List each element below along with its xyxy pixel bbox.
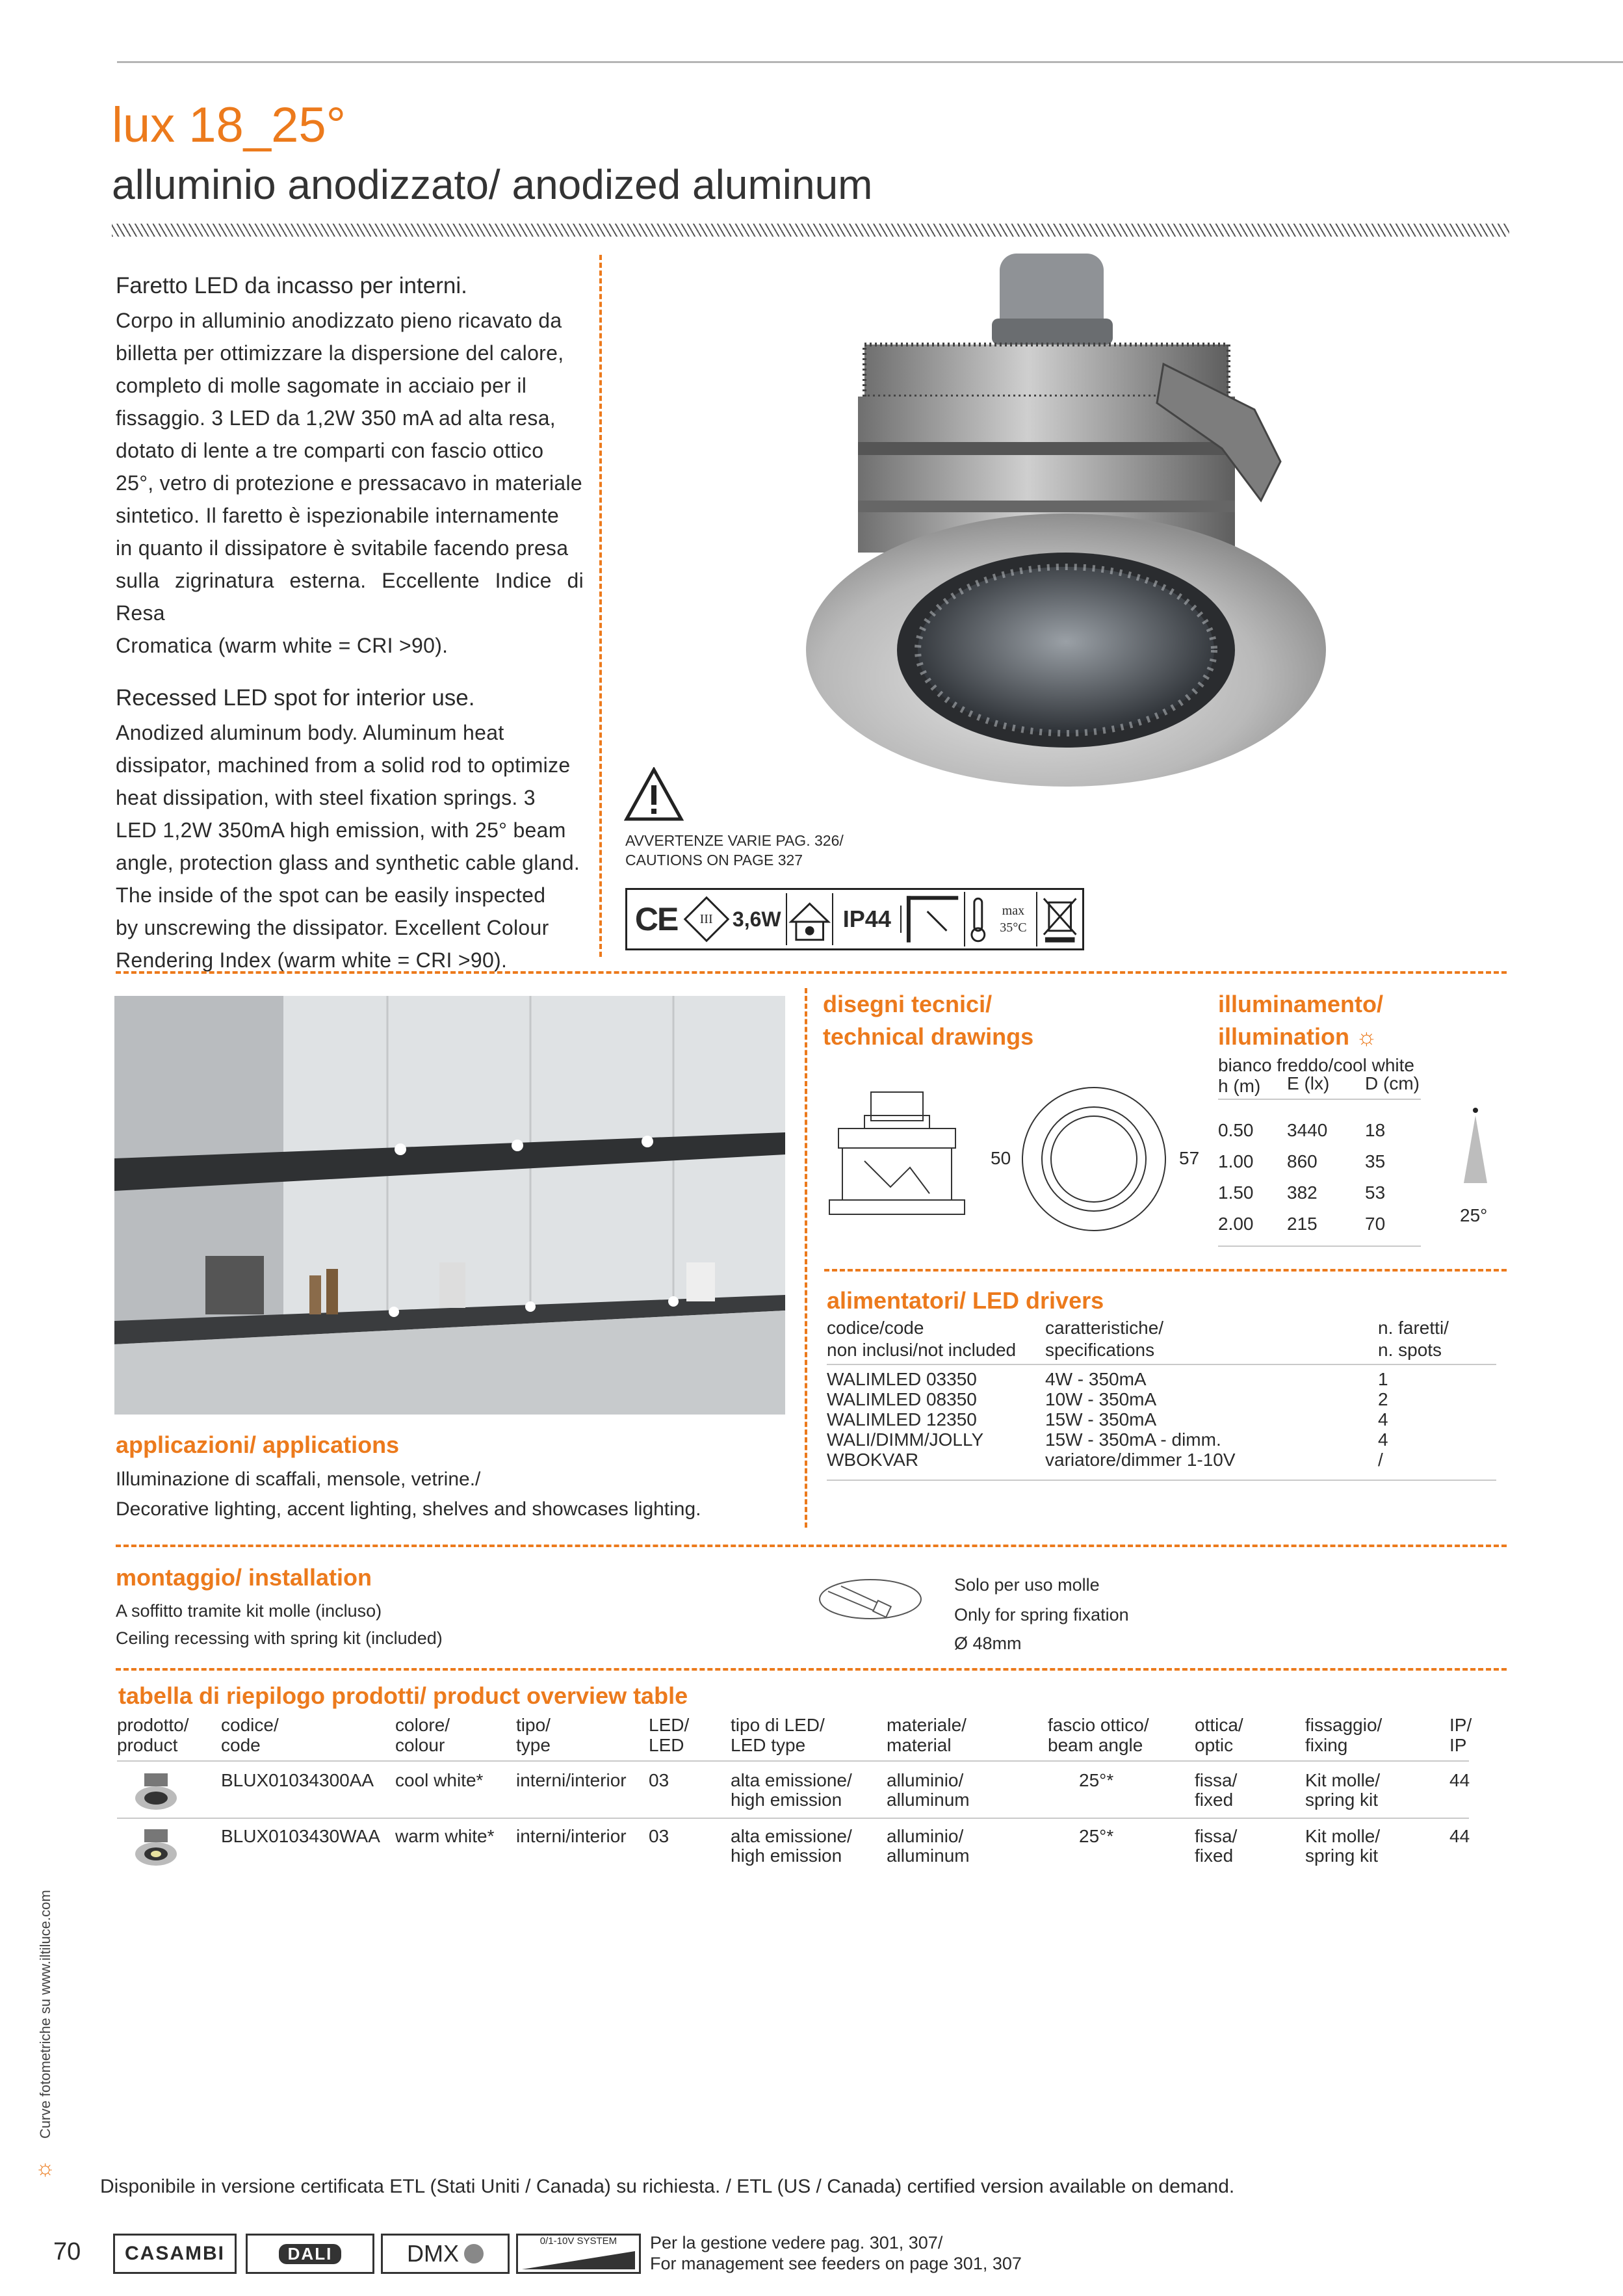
logo-casambi-text: CASAMBI: [125, 2243, 225, 2264]
drivers-col-code-b: non inclusi/not included: [827, 1340, 1017, 1360]
ip44-label: IP44: [833, 906, 902, 933]
illumination-d: 53: [1365, 1182, 1386, 1203]
top-rule: [117, 61, 1623, 63]
driver-row: [827, 1369, 1496, 1389]
overview-optic-b: fixed: [1195, 1790, 1234, 1810]
overview-row-rule: [117, 1818, 1469, 1819]
overview-col-label: materiale/: [887, 1715, 967, 1735]
description-en-body: [116, 716, 584, 976]
desc-en-line: LED 1,2W 350mA high emission, with 25° beam: [116, 818, 566, 842]
illumination-e: 860: [1287, 1151, 1318, 1171]
overview-col-label: fissaggio/: [1305, 1715, 1383, 1735]
illumination-col-d: D (cm): [1365, 1073, 1420, 1093]
desc-en-line: dissipator, machined from a solid rod to optimize: [116, 753, 571, 777]
max-label: max: [1002, 904, 1025, 918]
overview-fixing-b: spring kit: [1305, 1790, 1379, 1810]
drivers-col-count-b: n. spots: [1378, 1340, 1442, 1360]
overview-material-b: alluminum: [887, 1790, 970, 1810]
drivers-col-spec-b: specifications: [1045, 1340, 1155, 1360]
overview-fixing: [1305, 1771, 1380, 1810]
description-it-body: [116, 304, 584, 662]
product-title: lux 18_25°: [112, 98, 346, 153]
logo-dali-text: DALI: [279, 2244, 342, 2264]
driver-row: [827, 1409, 1496, 1429]
technical-heading-it: disegni tecnici/: [823, 991, 993, 1017]
technical-drawing-front: [1019, 1084, 1169, 1234]
driver-count: 4: [1378, 1409, 1388, 1429]
hatched-rule: [112, 224, 1509, 237]
desc-it-line: 25°, vetro di protezione e pressacavo in materiale: [116, 471, 582, 495]
directional-light-icon: [902, 892, 965, 946]
overview-optic: [1195, 1827, 1237, 1866]
cautions-line1: AVVERTENZE VARIE PAG. 326/: [625, 832, 844, 849]
driver-row: [827, 1450, 1496, 1470]
overview-fixing: [1305, 1827, 1380, 1866]
overview-material: [887, 1827, 970, 1866]
product-photo: [760, 254, 1384, 787]
driver-row: [827, 1429, 1496, 1450]
side-note-text: Curve fotometriche su www.iltiluce.com: [37, 1890, 53, 2139]
illumination-e: 215: [1287, 1214, 1318, 1234]
overview-led-type-a: alta emissione/: [731, 1826, 852, 1846]
overview-heading: tabella di riepilogo prodotti/ product overview table: [118, 1682, 688, 1709]
overview-col-label: LED type: [731, 1735, 806, 1755]
overview-col-material: [887, 1715, 967, 1755]
desc-it-line: sintetico. Il faretto è ispezionabile internamente: [116, 504, 560, 527]
sun-icon: ☼: [1356, 1023, 1378, 1050]
overview-col-label: codice/: [221, 1715, 279, 1735]
divider-2: [116, 1545, 1507, 1547]
driver-code: WALIMLED 03350: [827, 1369, 977, 1389]
overview-col-optic: [1195, 1715, 1243, 1755]
divider-1: [116, 971, 1507, 974]
overview-col-label: prodotto/: [117, 1715, 189, 1735]
illumination-d: 70: [1365, 1214, 1386, 1234]
overview-led: 03: [649, 1770, 669, 1790]
overview-col-fixing: [1305, 1715, 1382, 1755]
overview-ip: 44: [1449, 1770, 1470, 1790]
driver-code: WBOKVAR: [827, 1450, 919, 1470]
overview-fixing-a: Kit molle/: [1305, 1826, 1381, 1846]
power-label: 3,6W: [732, 907, 781, 931]
overview-led-type: [731, 1827, 852, 1866]
overview-colour: warm white*: [395, 1826, 495, 1846]
drivers-heading: alimentatori/ LED drivers: [827, 1287, 1104, 1314]
max-temp: [991, 902, 1035, 936]
drivers-header-rule: [827, 1364, 1496, 1365]
drivers-col-count-a: n. faretti/: [1378, 1318, 1449, 1338]
desc-en-line: Anodized aluminum body. Aluminum heat: [116, 721, 504, 744]
overview-ip: 44: [1449, 1826, 1470, 1846]
overview-col-label: IP/: [1449, 1715, 1472, 1735]
illumination-header-rule: [1218, 1099, 1421, 1100]
driver-code: WALIMLED 08350: [827, 1389, 977, 1409]
overview-col-label: ottica/: [1195, 1715, 1243, 1735]
overview-col-product: [117, 1715, 189, 1755]
drivers-col-spec: [1045, 1317, 1163, 1361]
driver-count: /: [1378, 1450, 1383, 1470]
logo-dmx: [381, 2234, 510, 2274]
driver-spec: 15W - 350mA: [1045, 1409, 1157, 1429]
driver-spec: variatore/dimmer 1-10V: [1045, 1450, 1236, 1470]
overview-col-label: code: [221, 1735, 261, 1755]
divider-drivers: [824, 1269, 1507, 1272]
drivers-bottom-rule: [827, 1480, 1496, 1481]
overview-col-label: LED: [649, 1735, 684, 1755]
overview-col-label: fixing: [1305, 1735, 1348, 1755]
warning-icon: [624, 767, 684, 822]
illumination-h: 2.00: [1218, 1214, 1254, 1234]
dimming-ramp-icon: [518, 2247, 639, 2272]
product-thumb-cool: [133, 1771, 179, 1812]
illumination-bottom-rule: [1218, 1246, 1421, 1247]
overview-colour: cool white*: [395, 1770, 484, 1790]
etl-note: Disponibile in versione certificata ETL (Stati Uniti / Canada) su richiesta. / ETL (US / Canada) certified version available on demand.: [100, 2176, 1235, 2197]
product-subtitle: alluminio anodizzato/ anodized aluminum: [112, 161, 873, 208]
drivers-col-count: [1378, 1317, 1449, 1361]
thermometer-icon: [965, 892, 991, 946]
overview-row: [117, 1827, 1469, 1872]
desc-en-line: The inside of the spot can be easily inspected: [116, 883, 546, 907]
overview-col-label: colore/: [395, 1715, 450, 1735]
illumination-subhead: bianco freddo/cool white: [1218, 1055, 1414, 1075]
applications-line2: Decorative lighting, accent lighting, shelves and showcases lighting.: [116, 1498, 701, 1520]
overview-beam: 25°*: [1079, 1770, 1114, 1790]
driver-count: 4: [1378, 1429, 1388, 1450]
application-photo: [114, 996, 785, 1415]
page-number: 70: [53, 2238, 81, 2265]
technical-heading-en: technical drawings: [823, 1023, 1034, 1050]
driver-count: 2: [1378, 1389, 1388, 1409]
logo-010v-text: 0/1-10V SYSTEM: [539, 2236, 617, 2247]
overview-type: interni/interior: [516, 1770, 627, 1790]
overview-col-type: [516, 1715, 551, 1755]
description-it-title: Faretto LED da incasso per interni.: [116, 273, 467, 298]
installation-note3: Ø 48mm: [954, 1634, 1022, 1653]
overview-col-label: tipo/: [516, 1715, 551, 1735]
overview-col-colour: [395, 1715, 450, 1755]
applications-heading: applicazioni/ applications: [116, 1431, 400, 1458]
illumination-e: 382: [1287, 1182, 1318, 1203]
beam-cone-icon: [1456, 1106, 1495, 1184]
overview-col-label: product: [117, 1735, 178, 1755]
overview-col-led-type: [731, 1715, 825, 1755]
desc-it-line: Cromatica (warm white = CRI >90).: [116, 634, 448, 657]
drivers-col-code-a: codice/code: [827, 1318, 924, 1338]
ce-mark-icon: CE: [634, 901, 678, 937]
illumination-heading-en-text: illumination: [1218, 1023, 1349, 1050]
overview-col-label: type: [516, 1735, 551, 1755]
footer-note2: For management see feeders on page 301, 307: [650, 2254, 1022, 2273]
illumination-h: 1.50: [1218, 1182, 1254, 1203]
overview-material-b: alluminum: [887, 1846, 970, 1866]
illumination-d: 18: [1365, 1120, 1386, 1140]
side-sun-icon: ☼: [35, 2156, 56, 2180]
illumination-e: 3440: [1287, 1120, 1328, 1140]
applications-line1: Illuminazione di scaffali, mensole, vetrine./: [116, 1468, 481, 1490]
installation-line1: A soffitto tramite kit molle (incluso): [116, 1601, 382, 1621]
drivers-col-code: [827, 1317, 1016, 1361]
overview-col-ip: [1449, 1715, 1472, 1755]
description: [116, 268, 584, 976]
overview-beam: 25°*: [1079, 1826, 1114, 1846]
illumination-col-h: h (m): [1218, 1076, 1261, 1096]
driver-spec: 15W - 350mA - dimm.: [1045, 1429, 1221, 1450]
installation-line2: Ceiling recessing with spring kit (included): [116, 1628, 443, 1648]
divider-vertical-middle: [805, 988, 807, 1528]
description-en-title: Recessed LED spot for interior use.: [116, 685, 475, 711]
logo-dmx-text: DMX: [407, 2240, 459, 2267]
overview-header-rule: [117, 1760, 1469, 1762]
overview-code: BLUX01034300AA: [221, 1770, 374, 1790]
ceiling-recess-icon: [815, 1573, 926, 1625]
technical-drawing-side: [825, 1089, 968, 1229]
max-temp-value: 35°C: [1000, 920, 1027, 935]
overview-code: BLUX0103430WAA: [221, 1826, 380, 1846]
driver-spec: 4W - 350mA: [1045, 1369, 1147, 1389]
drivers-col-spec-a: caratteristiche/: [1045, 1318, 1164, 1338]
cert-icons: [625, 888, 1084, 950]
overview-col-code: [221, 1715, 279, 1755]
driver-count: 1: [1378, 1369, 1388, 1389]
overview-col-label: beam angle: [1048, 1735, 1143, 1755]
illumination-h: 1.00: [1218, 1151, 1254, 1171]
weee-bin-icon: [1036, 892, 1082, 946]
divider-vertical-top: [599, 255, 602, 957]
installation-note1: Solo per uso molle: [954, 1575, 1100, 1595]
overview-material-a: alluminio/: [887, 1770, 964, 1790]
dimension-diameter: 57: [1179, 1148, 1200, 1168]
driver-code: WALIMLED 12350: [827, 1409, 977, 1429]
overview-type: interni/interior: [516, 1826, 627, 1846]
overview-col-led: [649, 1715, 689, 1755]
overview-material: [887, 1771, 970, 1810]
desc-it-line: dotato di lente a tre comparti con fascio ottico: [116, 439, 544, 462]
side-note: [36, 1890, 55, 2139]
desc-it-line: billetta per ottimizzare la dispersione del calore,: [116, 341, 564, 365]
overview-optic: [1195, 1771, 1237, 1810]
insulation-house-icon: [786, 893, 833, 945]
overview-optic-b: fixed: [1195, 1846, 1234, 1866]
dmx-plug-icon: [464, 2244, 484, 2263]
overview-led-type-b: high emission: [731, 1846, 842, 1866]
illumination-heading-en: [1218, 1021, 1377, 1053]
overview-fixing-a: Kit molle/: [1305, 1770, 1381, 1790]
illumination-col-e: E (lx): [1287, 1073, 1330, 1093]
logo-010v: [516, 2234, 641, 2274]
overview-optic-a: fissa/: [1195, 1826, 1238, 1846]
product-thumb-warm: [133, 1827, 179, 1868]
overview-led-type: [731, 1771, 852, 1810]
overview-material-a: alluminio/: [887, 1826, 964, 1846]
illumination-d: 35: [1365, 1151, 1386, 1171]
overview-col-label: material: [887, 1735, 952, 1755]
overview-led: 03: [649, 1826, 669, 1846]
desc-it-line: fissaggio. 3 LED da 1,2W 350 mA ad alta resa,: [116, 406, 556, 430]
overview-col-label: fascio ottico/: [1048, 1715, 1149, 1735]
desc-en-line: Rendering Index (warm white = CRI >90).: [116, 948, 508, 972]
overview-led-type-b: high emission: [731, 1790, 842, 1810]
logo-casambi: [113, 2234, 237, 2274]
desc-it-line: sulla zigrinatura esterna. Eccellente Indice di Resa: [116, 569, 584, 625]
overview-optic-a: fissa/: [1195, 1770, 1238, 1790]
beam-angle-label: 25°: [1460, 1205, 1488, 1225]
footer-note1: Per la gestione vedere pag. 301, 307/: [650, 2233, 943, 2252]
class-iii-label: III: [699, 911, 713, 926]
class-iii-icon: [685, 903, 727, 935]
desc-en-line: heat dissipation, with steel fixation springs. 3: [116, 786, 536, 809]
cautions-line2: CAUTIONS ON PAGE 327: [625, 852, 803, 868]
logo-dali: [246, 2234, 374, 2274]
dimension-height: 50: [991, 1148, 1011, 1168]
illumination-heading-it: illuminamento/: [1218, 991, 1384, 1017]
installation-heading: montaggio/ installation: [116, 1564, 372, 1591]
overview-col-label: IP: [1449, 1735, 1467, 1755]
overview-led-type-a: alta emissione/: [731, 1770, 852, 1790]
desc-it-line: Corpo in alluminio anodizzato pieno ricavato da: [116, 309, 562, 332]
overview-col-label: optic: [1195, 1735, 1234, 1755]
illumination-h: 0.50: [1218, 1120, 1254, 1140]
installation-note2: Only for spring fixation: [954, 1605, 1129, 1624]
overview-col-beam: [1048, 1715, 1149, 1755]
driver-code: WALI/DIMM/JOLLY: [827, 1429, 984, 1450]
overview-col-label: tipo di LED/: [731, 1715, 825, 1735]
driver-spec: 10W - 350mA: [1045, 1389, 1157, 1409]
divider-3: [116, 1668, 1507, 1671]
overview-row: [117, 1771, 1469, 1816]
overview-fixing-b: spring kit: [1305, 1846, 1379, 1866]
driver-row: [827, 1389, 1496, 1409]
desc-it-line: in quanto il dissipatore è svitabile facendo presa: [116, 536, 569, 560]
desc-en-line: by unscrewing the dissipator. Excellent Colour: [116, 916, 549, 939]
desc-it-line: completo di molle sagomate in acciaio per il: [116, 374, 527, 397]
overview-col-label: LED/: [649, 1715, 690, 1735]
overview-col-label: colour: [395, 1735, 445, 1755]
desc-en-line: angle, protection glass and synthetic cable gland.: [116, 851, 580, 874]
